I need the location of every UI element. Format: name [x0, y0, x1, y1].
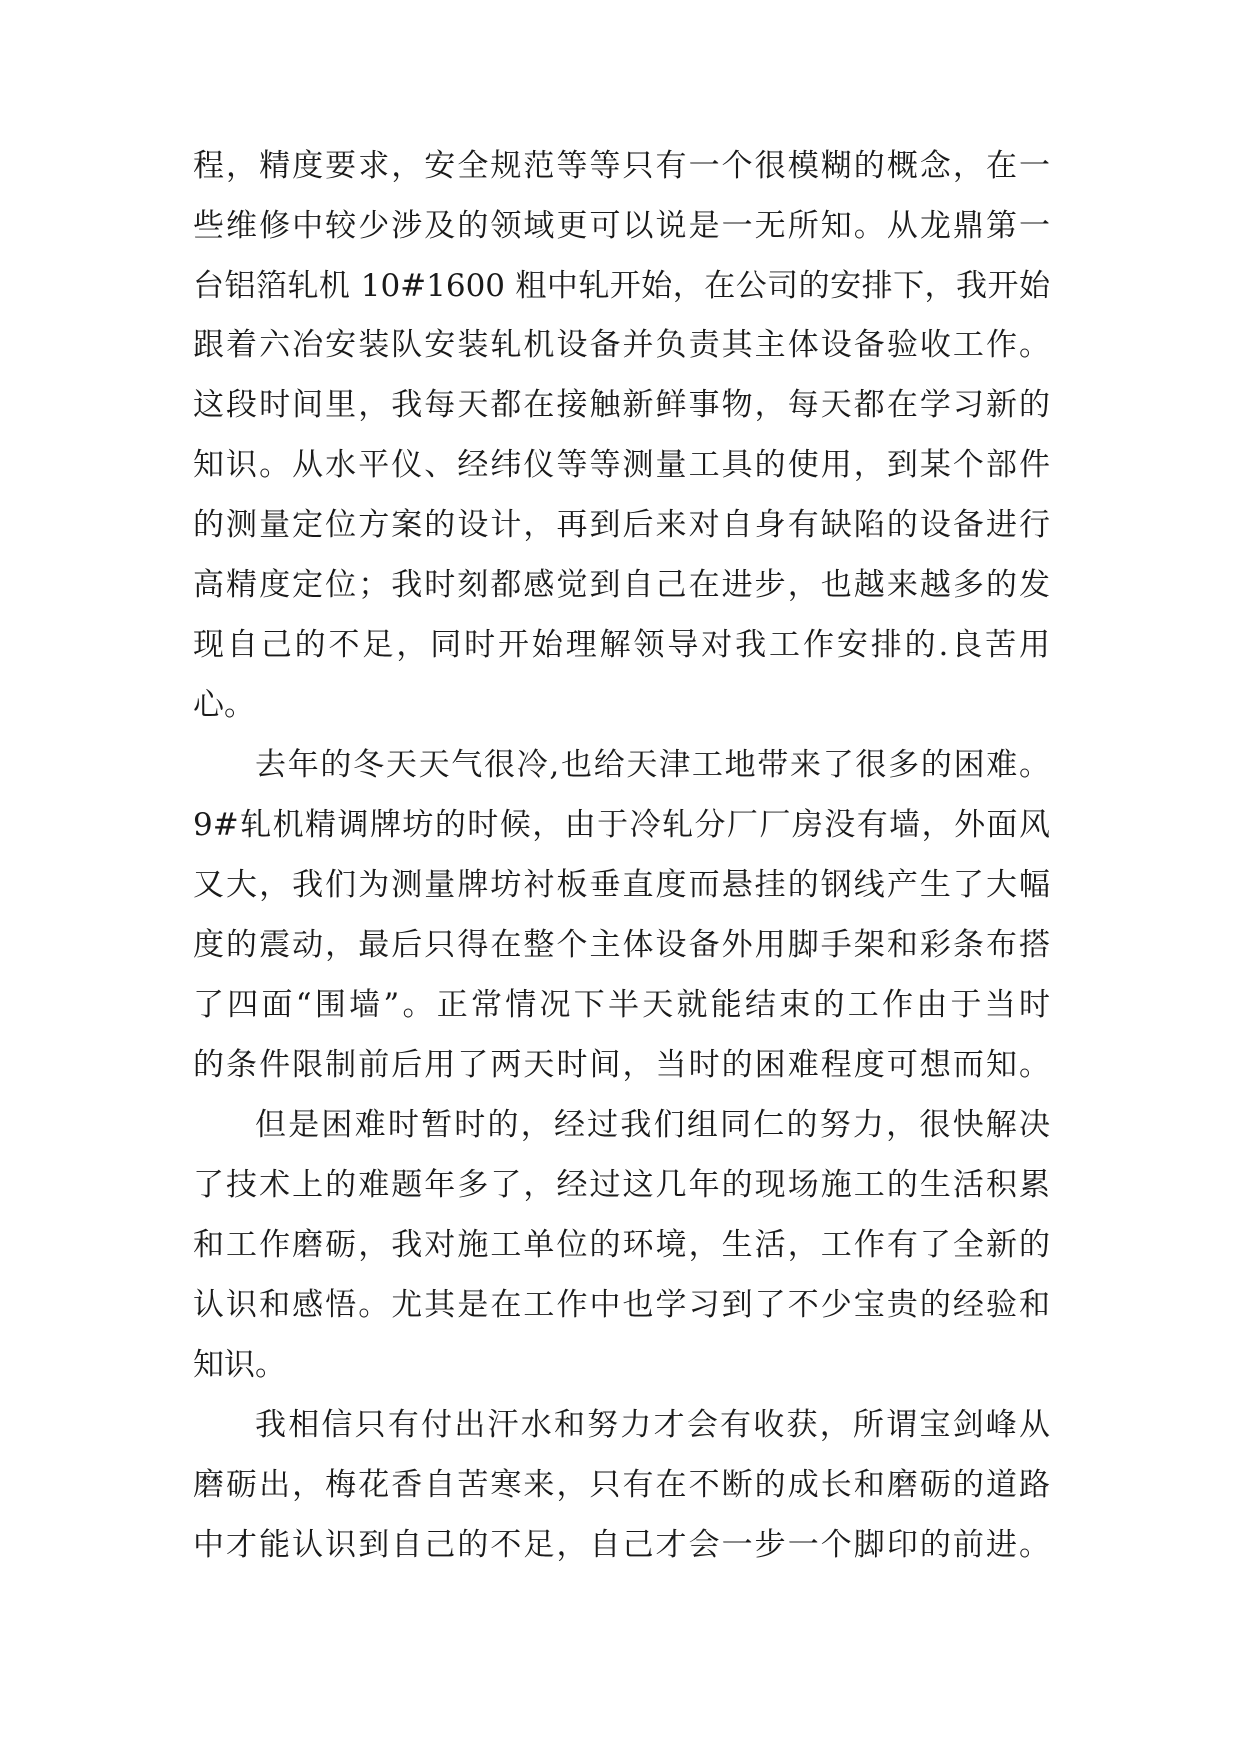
- text-line: 知识。从水平仪、经纬仪等等测量工具的使用，到某个部件: [193, 447, 1050, 483]
- text-line: 现自己的不足，同时开始理解领导对我工作安排的.良苦用: [193, 627, 1050, 663]
- text-line: 跟着六冶安装队安装轧机设备并负责其主体设备验收工作。: [193, 327, 1050, 363]
- text-line: 心。: [193, 687, 255, 723]
- text-line: 度的震动，最后只得在整个主体设备外用脚手架和彩条布搭: [193, 927, 1050, 963]
- paragraph-first-line: 我相信只有付出汗水和努力才会有收获，所谓宝剑峰从: [255, 1407, 1050, 1443]
- text-line: 中才能认识到自己的不足，自己才会一步一个脚印的前进。: [193, 1527, 1050, 1563]
- text-line: 台铝箔轧机 10#1600 粗中轧开始，在公司的安排下，我开始: [193, 268, 1050, 304]
- text-line: 又大，我们为测量牌坊衬板垂直度而悬挂的钢线产生了大幅: [193, 867, 1050, 903]
- text-line: 知识。: [193, 1347, 286, 1383]
- text-line: 磨砺出，梅花香自苦寒来，只有在不断的成长和磨砺的道路: [193, 1467, 1050, 1503]
- paragraph-first-line: 但是困难时暂时的，经过我们组同仁的努力，很快解决: [255, 1107, 1050, 1143]
- text-line: 高精度定位；我时刻都感觉到自己在进步，也越来越多的发: [193, 567, 1050, 603]
- paragraph-first-line: 去年的冬天天气很冷,也给天津工地带来了很多的困难。: [255, 747, 1050, 783]
- text-line: 了技术上的难题年多了，经过这几年的现场施工的生活积累: [193, 1167, 1050, 1203]
- text-line: 认识和感悟。尤其是在工作中也学习到了不少宝贵的经验和: [193, 1287, 1050, 1323]
- text-line: 的测量定位方案的设计，再到后来对自身有缺陷的设备进行: [193, 507, 1050, 543]
- text-line: 这段时间里，我每天都在接触新鲜事物，每天都在学习新的: [193, 387, 1050, 423]
- text-line: 些维修中较少涉及的领域更可以说是一无所知。从龙鼎第一: [193, 208, 1050, 244]
- text-line: 程，精度要求，安全规范等等只有一个很模糊的概念，在一: [193, 148, 1050, 184]
- text-line: 了四面“围墙”。正常情况下半天就能结束的工作由于当时: [193, 987, 1050, 1023]
- text-line: 9#轧机精调牌坊的时候，由于冷轧分厂厂房没有墙，外面风: [193, 807, 1050, 843]
- text-line: 的条件限制前后用了两天时间，当时的困难程度可想而知。: [193, 1047, 1050, 1083]
- text-line: 和工作磨砺，我对施工单位的环境，生活，工作有了全新的: [193, 1227, 1050, 1263]
